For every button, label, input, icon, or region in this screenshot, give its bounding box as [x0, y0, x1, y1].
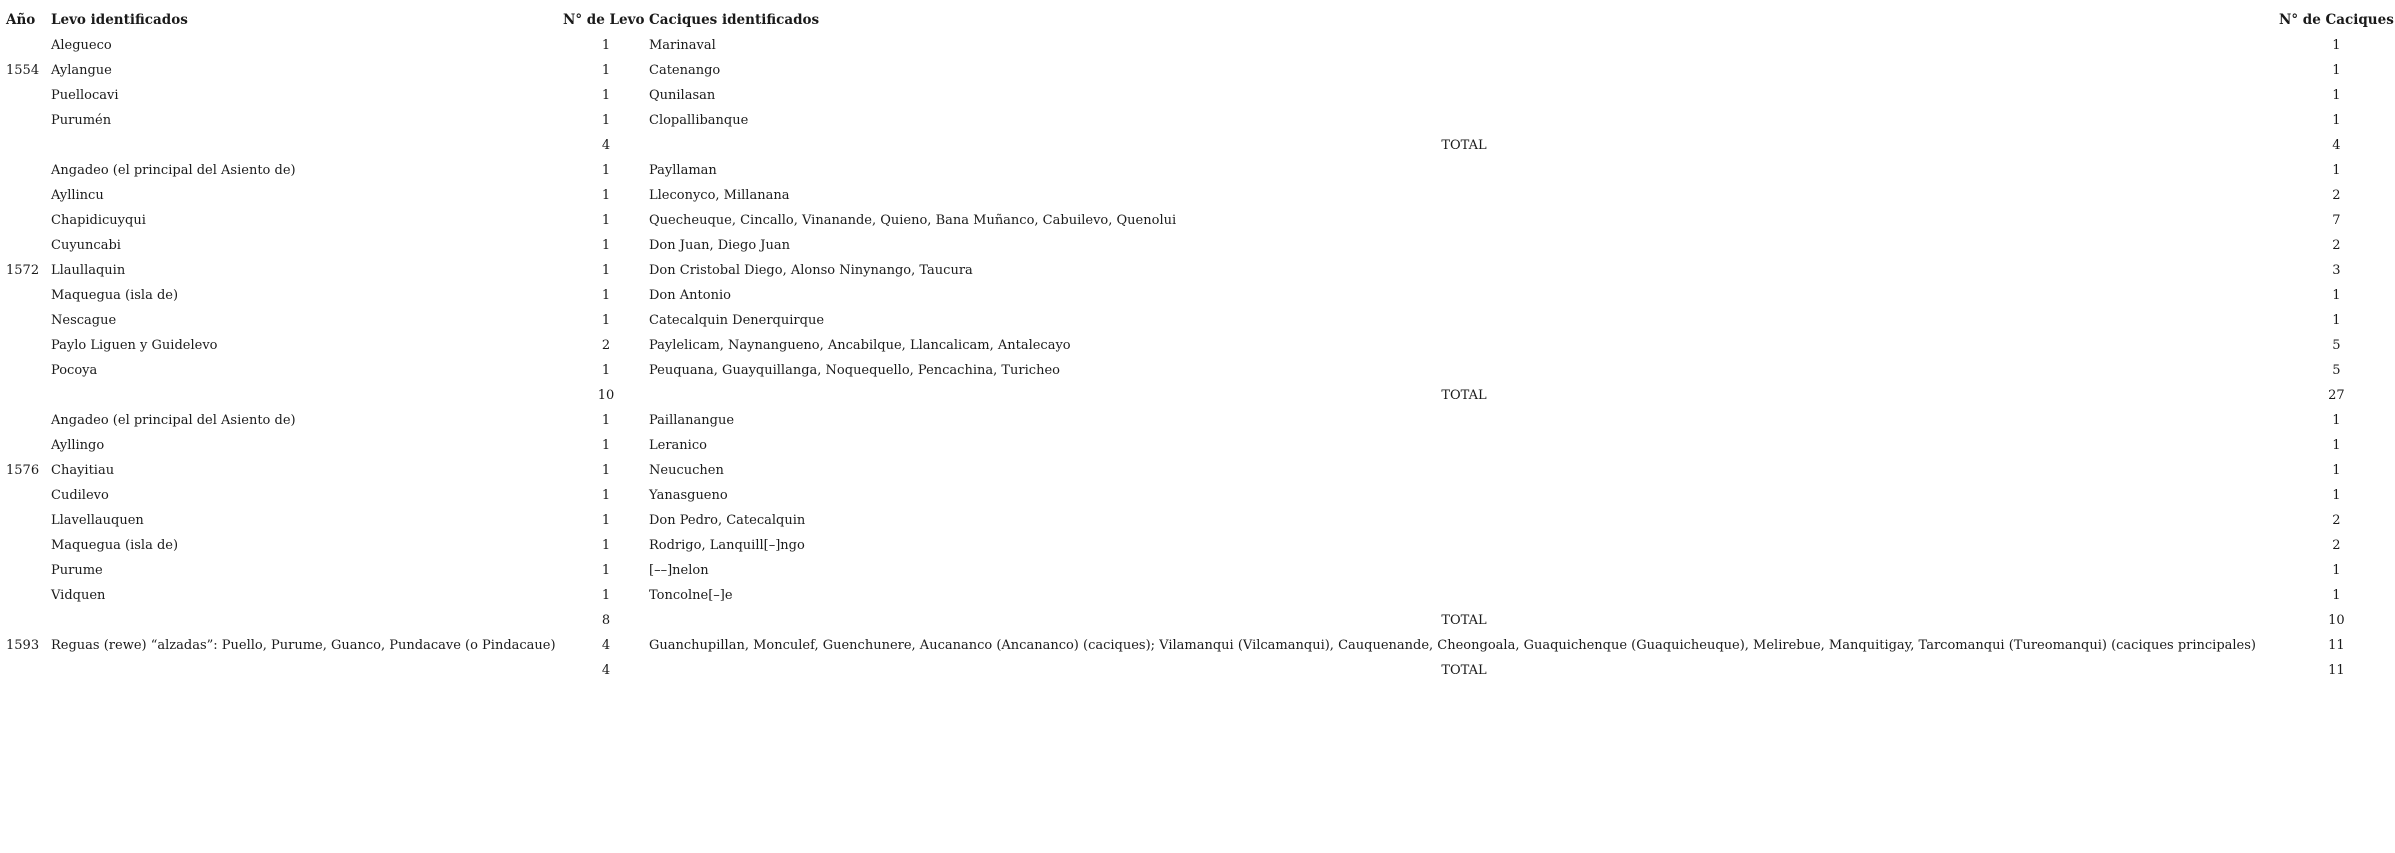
- n-levo-cell: 1: [601, 88, 611, 103]
- levo-cell: Chapidicuyqui: [51, 213, 146, 228]
- n-levo-cell: 4: [601, 663, 611, 678]
- levo-cell: Purumén: [51, 113, 112, 128]
- levo-cell: Nescague: [51, 313, 117, 328]
- n-caciques-cell: 10: [2328, 613, 2345, 628]
- total-label: TOTAL: [1441, 613, 1487, 628]
- table-row: [6, 583, 2394, 608]
- caciques-cell: Qunilasan: [649, 88, 716, 103]
- n-levo-cell: 10: [597, 388, 615, 403]
- levo-cell: Llavellauquen: [51, 513, 144, 528]
- levo-cell: [51, 383, 563, 408]
- n-caciques-cell: 5: [2332, 363, 2341, 378]
- caciques-cell: Peuquana, Guayquillanga, Noquequello, Pencachina, Turicheo: [649, 363, 1060, 378]
- n-levo-cell: 1: [601, 513, 611, 528]
- levo-cell: Vidquen: [51, 588, 106, 603]
- year-cell: [6, 408, 51, 433]
- year-cell: 1576: [6, 463, 40, 478]
- year-cell: 1593: [6, 638, 40, 653]
- caciques-cell: Payllaman: [649, 163, 717, 178]
- n-levo-cell: 1: [601, 588, 611, 603]
- total-row: [6, 658, 2394, 683]
- total-row: [6, 608, 2394, 633]
- levo-cell: Llaullaquin: [51, 263, 126, 278]
- n-caciques-cell: 1: [2332, 113, 2341, 128]
- n-caciques-cell: 27: [2328, 388, 2345, 403]
- year-cell: [6, 283, 51, 308]
- year-cell: 1554: [6, 63, 40, 78]
- caciques-cell: Yanasgueno: [649, 488, 728, 503]
- levo-cell: Paylo Liguen y Guidelevo: [51, 338, 218, 353]
- levo-cell: Alegueco: [51, 38, 112, 53]
- n-levo-cell: 1: [601, 538, 611, 553]
- year-cell: [6, 183, 51, 208]
- n-levo-cell: 1: [601, 438, 611, 453]
- levo-cell: Reguas (rewe) “alzadas”: Puello, Purume, Guanco, Pundacave (o Pindacaue): [51, 638, 556, 653]
- table-row: [6, 233, 2394, 258]
- n-levo-cell: 1: [601, 363, 611, 378]
- n-caciques-cell: 1: [2332, 313, 2341, 328]
- n-caciques-cell: 1: [2332, 163, 2341, 178]
- n-caciques-cell: 2: [2332, 538, 2341, 553]
- n-levo-cell: 1: [601, 188, 611, 203]
- caciques-cell: Don Cristobal Diego, Alonso Ninynango, Taucura: [649, 263, 973, 278]
- table-header: [6, 8, 2394, 33]
- n-levo-cell: 2: [601, 338, 611, 353]
- table-row: [6, 158, 2394, 183]
- n-caciques-cell: 5: [2332, 338, 2341, 353]
- caciques-cell: [––]nelon: [649, 563, 709, 578]
- year-cell: [6, 208, 51, 233]
- n-caciques-cell: 1: [2332, 588, 2341, 603]
- n-caciques-cell: 1: [2332, 463, 2341, 478]
- n-levo-cell: 1: [601, 263, 611, 278]
- n-caciques-cell: 7: [2332, 213, 2341, 228]
- n-caciques-cell: 11: [2328, 638, 2345, 653]
- header-row: [6, 8, 2394, 33]
- levo-cell: Ayllincu: [51, 188, 104, 203]
- table-row: [6, 433, 2394, 458]
- year-cell: [6, 658, 51, 683]
- total-label: TOTAL: [1441, 388, 1487, 403]
- year-cell: [6, 483, 51, 508]
- table-row: [6, 283, 2394, 308]
- caciques-cell: Lleconyco, Millanana: [649, 188, 790, 203]
- year-cell: [6, 133, 51, 158]
- table-row: [6, 258, 2394, 283]
- year-cell: [6, 333, 51, 358]
- year-cell: [6, 433, 51, 458]
- n-caciques-cell: 1: [2332, 38, 2341, 53]
- n-levo-cell: 1: [601, 38, 611, 53]
- n-levo-cell: 1: [601, 113, 611, 128]
- header-levo: Levo identificados: [51, 12, 188, 28]
- n-levo-cell: 8: [601, 613, 611, 628]
- n-levo-cell: 1: [601, 238, 611, 253]
- year-cell: [6, 558, 51, 583]
- caciques-cell: Neucuchen: [649, 463, 724, 478]
- table-row: [6, 533, 2394, 558]
- year-cell: [6, 33, 51, 58]
- n-caciques-cell: 1: [2332, 63, 2341, 78]
- caciques-cell: Leranico: [649, 438, 707, 453]
- table-body: [6, 33, 2394, 683]
- table-row: [6, 508, 2394, 533]
- levo-cell: Puellocavi: [51, 88, 119, 103]
- caciques-cell: Marinaval: [649, 38, 716, 53]
- total-row: [6, 383, 2394, 408]
- caciques-cell: Rodrigo, Lanquill[–]ngo: [649, 538, 805, 553]
- table-row: [6, 208, 2394, 233]
- caciques-cell: Paillanangue: [649, 413, 735, 428]
- levo-cell: Maquegua (isla de): [51, 288, 179, 303]
- table-row: [6, 483, 2394, 508]
- levo-cell: Maquegua (isla de): [51, 538, 179, 553]
- n-caciques-cell: 1: [2332, 563, 2341, 578]
- year-cell: [6, 308, 51, 333]
- levo-cell: [51, 133, 563, 158]
- table-row: [6, 333, 2394, 358]
- n-levo-cell: 1: [601, 288, 611, 303]
- header-n-caciques: N° de Caciques: [2279, 12, 2394, 28]
- caciques-cell: Toncolne[–]e: [649, 588, 733, 603]
- table-row: [6, 183, 2394, 208]
- n-caciques-cell: 11: [2328, 663, 2345, 678]
- levo-cell: Cudilevo: [51, 488, 109, 503]
- n-caciques-cell: 2: [2332, 188, 2341, 203]
- levo-cell: Chayitiau: [51, 463, 115, 478]
- year-cell: [6, 83, 51, 108]
- table-row: [6, 458, 2394, 483]
- caciques-cell: Quecheuque, Cincallo, Vinanande, Quieno, Bana Muñanco, Cabuilevo, Quenolui: [649, 213, 1177, 228]
- levo-cell: Aylangue: [51, 63, 112, 78]
- year-cell: [6, 508, 51, 533]
- total-label: TOTAL: [1441, 138, 1487, 153]
- year-cell: 1572: [6, 263, 40, 278]
- n-levo-cell: 1: [601, 563, 611, 578]
- table-row: [6, 633, 2394, 658]
- n-caciques-cell: 2: [2332, 238, 2341, 253]
- year-cell: [6, 108, 51, 133]
- table-row: [6, 58, 2394, 83]
- n-caciques-cell: 1: [2332, 88, 2341, 103]
- year-cell: [6, 583, 51, 608]
- levo-cell: Pocoya: [51, 363, 98, 378]
- caciques-cell: Don Antonio: [649, 288, 731, 303]
- levo-cell: [51, 658, 563, 683]
- n-caciques-cell: 1: [2332, 413, 2341, 428]
- table-row: [6, 308, 2394, 333]
- table-row: [6, 83, 2394, 108]
- header-year: Año: [6, 12, 36, 28]
- caciques-cell: Don Pedro, Catecalquin: [649, 513, 806, 528]
- n-levo-cell: 1: [601, 313, 611, 328]
- n-levo-cell: 1: [601, 63, 611, 78]
- total-label: TOTAL: [1441, 663, 1487, 678]
- n-levo-cell: 1: [601, 463, 611, 478]
- table-row: [6, 358, 2394, 383]
- year-cell: [6, 233, 51, 258]
- table-row: [6, 108, 2394, 133]
- levo-caciques-table: [6, 8, 2394, 683]
- levo-cell: Purume: [51, 563, 103, 578]
- n-caciques-cell: 1: [2332, 288, 2341, 303]
- year-cell: [6, 158, 51, 183]
- n-caciques-cell: 3: [2332, 263, 2341, 278]
- levo-cell: Angadeo (el principal del Asiento de): [51, 413, 296, 428]
- year-cell: [6, 358, 51, 383]
- n-caciques-cell: 4: [2332, 138, 2341, 153]
- caciques-cell: Catenango: [649, 63, 721, 78]
- header-caciques: Caciques identificados: [649, 12, 820, 28]
- n-caciques-cell: 1: [2332, 438, 2341, 453]
- total-row: [6, 133, 2394, 158]
- caciques-cell: Paylelicam, Naynangueno, Ancabilque, Llancalicam, Antalecayo: [649, 338, 1071, 353]
- n-levo-cell: 1: [601, 163, 611, 178]
- n-levo-cell: 1: [601, 488, 611, 503]
- table-row: [6, 558, 2394, 583]
- levo-cell: Angadeo (el principal del Asiento de): [51, 163, 296, 178]
- n-levo-cell: 1: [601, 413, 611, 428]
- n-caciques-cell: 2: [2332, 513, 2341, 528]
- levo-cell: [51, 608, 563, 633]
- levo-cell: Ayllingo: [51, 438, 105, 453]
- caciques-cell: Guanchupillan, Monculef, Guenchunere, Aucananco (Ancananco) (caciques); Vilamanqui (Vilcamanqui), Cauquenande, Cheongoala, Guaquichenque (Guaquicheuque), Melirebue, Manquitigay, Tarcomanqui (Tureomanqui) (caciques principales): [649, 638, 2256, 653]
- caciques-cell: Catecalquin Denerquirque: [649, 313, 825, 328]
- n-levo-cell: 4: [601, 638, 611, 653]
- table-row: [6, 408, 2394, 433]
- header-n-levo: N° de Levo: [563, 12, 645, 28]
- year-cell: [6, 533, 51, 558]
- table-row: [6, 33, 2394, 58]
- n-levo-cell: 4: [601, 138, 611, 153]
- year-cell: [6, 608, 51, 633]
- levo-cell: Cuyuncabi: [51, 238, 121, 253]
- caciques-cell: Don Juan, Diego Juan: [649, 238, 790, 253]
- n-levo-cell: 1: [601, 213, 611, 228]
- caciques-cell: Clopallibanque: [649, 113, 749, 128]
- year-cell: [6, 383, 51, 408]
- n-caciques-cell: 1: [2332, 488, 2341, 503]
